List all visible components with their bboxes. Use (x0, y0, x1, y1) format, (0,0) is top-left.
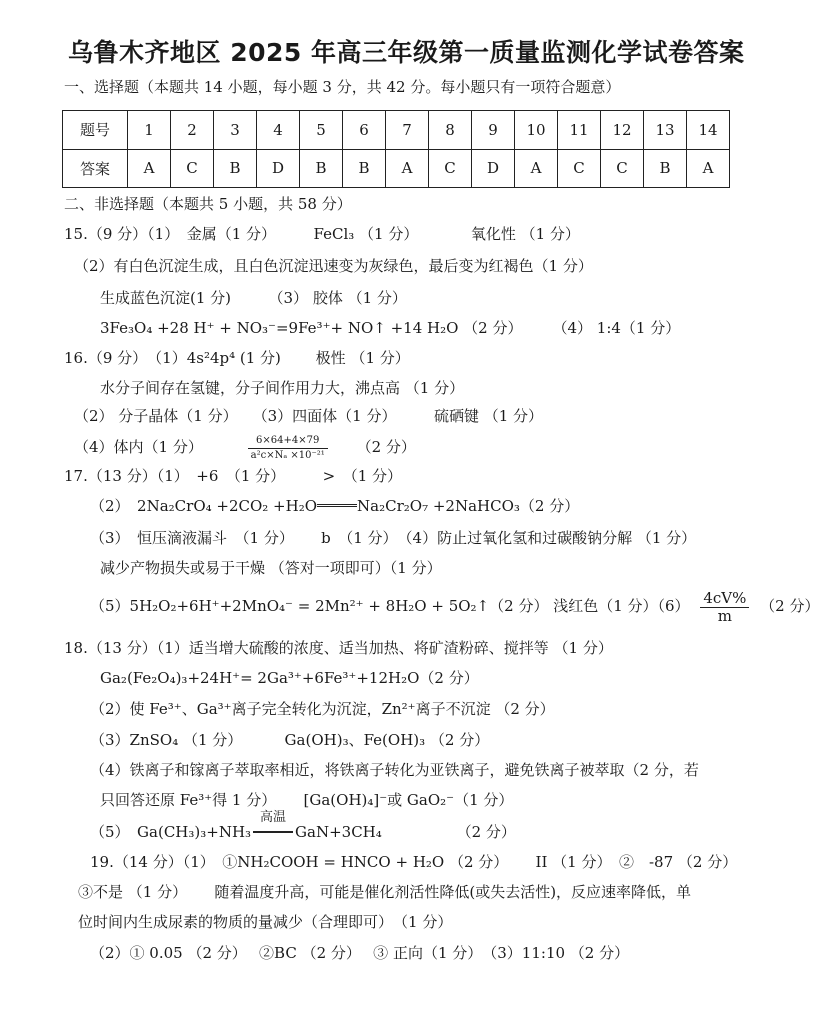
question-number: 10 (515, 111, 558, 150)
q18-line-4: （3）ZnSO₄ （1 分） Ga(OH)₃、Fe(OH)₃ （2 分） (90, 731, 490, 749)
q19-line-4: （2）① 0.05 （2 分） ②BC （2 分） ③ 正向（1 分） （3）11:10 （2 分） (90, 944, 630, 962)
question-number: 2 (171, 111, 214, 150)
answer-cell: A (128, 149, 171, 188)
q15-line-1: 15.（9 分）（1） 金属（1 分） FeCl₃ （1 分） 氧化性 （1 分） (64, 225, 580, 243)
q18-score: （2 分） (456, 823, 516, 841)
q19-line-1: 19.（14 分）（1） ①NH₂COOH = HNCO + H₂O （2 分） II （1 分） ② -87 （2 分） (90, 853, 738, 871)
q17-line-2 (90, 496, 579, 516)
table-row-answers (63, 149, 730, 188)
q19-line-3: 位时间内生成尿素的物质的量减少（合理即可） （1 分） (78, 913, 453, 931)
answer-cell: C (429, 149, 472, 188)
q16-line-1: 16.（9 分） （1）4s²4p⁴ (1 分) 极性 （1 分） (64, 349, 410, 367)
answer-cell: C (601, 149, 644, 188)
answer-cell: C (558, 149, 601, 188)
answer-cell: B (214, 149, 257, 188)
answer-cell: D (472, 149, 515, 188)
q15-line-4: 3Fe₃O₄ +28 H⁺ + NO₃⁻=9Fe³⁺+ NO↑ +14 H₂O （2 分） （4） 1:4（1 分） (100, 319, 681, 337)
q17-score: （2 分） (760, 597, 819, 615)
question-number: 4 (257, 111, 300, 150)
q16-line-3: （2） 分子晶体（1 分） （3）四面体（1 分） 硫硒键 （1 分） (74, 407, 544, 425)
answer-cell: A (687, 149, 730, 188)
q18-line-3: （2）使 Fe³⁺、Ga³⁺离子完全转化为沉淀，Zn²⁺离子不沉淀 （2 分） (90, 700, 555, 718)
q17-answer-5: （5）5H₂O₂+6H⁺+2MnO₄⁻ = 2Mn²⁺ + 8H₂O + 5O₂↑（2 分） 浅红色（1 分）（6） (90, 597, 690, 615)
formula-denominator: a²c×Nₐ ×10⁻²¹ (250, 449, 325, 461)
q18-line-7 (90, 810, 516, 842)
answer-table (62, 110, 730, 188)
question-number: 7 (386, 111, 429, 150)
question-number: 14 (687, 111, 730, 150)
q15-line-3: 生成蓝色沉淀(1 分) （3） 胶体 （1 分） (100, 289, 407, 307)
question-number: 12 (601, 111, 644, 150)
q18-line-6: 只回答还原 Fe³⁺得 1 分） [Ga(OH)₄]⁻或 GaO₂⁻（1 分） (100, 791, 514, 809)
q17-line-3: （3） 恒压滴液漏斗 （1 分） b （1 分） （4）防止过氧化氢和过碳酸钠分解 （1 分） (90, 529, 697, 547)
q18-line-5: （4）铁离子和镓离子萃取率相近，将铁离子转化为亚铁离子，避免铁离子被萃取（2 分，若 (90, 761, 699, 779)
formula-numerator: 4cV% (700, 590, 749, 608)
equation-products: GaN+3CH₄ (295, 823, 382, 841)
density-formula (248, 434, 328, 463)
equation-products: Na₂Cr₂O₇ +2NaHCO₃（2 分） (357, 497, 580, 515)
q18-line-1: 18.（13 分）（1）适当增大硫酸的浓度、适当加热、将矿渣粉碎、搅拌等 （1 分） (64, 639, 613, 657)
equation-sign (317, 496, 357, 516)
q16-line-4 (74, 430, 416, 464)
answer-cell: D (257, 149, 300, 188)
reaction-condition (253, 810, 293, 842)
condition-label: 高温 (260, 810, 287, 825)
question-number: 1 (128, 111, 171, 150)
answer-cell: A (515, 149, 558, 188)
formula-denominator: m (717, 606, 732, 625)
equation-reactants: （5） Ga(CH₃)₃+NH₃ (90, 823, 252, 841)
q17-line-4: 减少产物损失或易于干燥 （答对一项即可）（1 分） (100, 559, 442, 577)
section-2-heading: 二、非选择题（本题共 5 小题，共 58 分） (64, 195, 352, 213)
question-number: 3 (214, 111, 257, 150)
answer-cell: C (171, 149, 214, 188)
question-number: 5 (300, 111, 343, 150)
q16-score: （2 分） (356, 438, 416, 456)
document-title: 乌鲁木齐地区 2025 年高三年级第一质量监测化学试卷答案 (68, 38, 745, 67)
q16-answer-4: （4）体内（1 分） (74, 438, 203, 456)
question-number: 6 (343, 111, 386, 150)
equation-reactants: （2） 2Na₂CrO₄ +2CO₂ +H₂O (90, 497, 318, 515)
table-head-number: 题号 (63, 111, 128, 150)
q16-line-2: 水分子间存在氢键，分子间作用力大，沸点高 （1 分） (100, 379, 465, 397)
purity-formula (700, 590, 749, 625)
section-1-heading: 一、选择题（本题共 14 小题，每小题 3 分，共 42 分。每小题只有一项符合题意） (64, 78, 621, 96)
q18-line-2: Ga₂(Fe₂O₄)₃+24H⁺= 2Ga³⁺+6Fe³⁺+12H₂O（2 分） (100, 669, 479, 687)
answer-cell: B (300, 149, 343, 188)
question-number: 13 (644, 111, 687, 150)
table-row-numbers (63, 111, 730, 150)
question-number: 11 (558, 111, 601, 150)
answer-cell: B (343, 149, 386, 188)
formula-numerator: 6×64+4×79 (248, 434, 328, 449)
q17-line-5 (90, 588, 819, 625)
answer-cell: B (644, 149, 687, 188)
q19-line-2: ③不是 （1 分） 随着温度升高，可能是催化剂活性降低(或失去活性)，反应速率降低，单 (78, 883, 692, 901)
question-number: 9 (472, 111, 515, 150)
q15-line-2: （2）有白色沉淀生成，且白色沉淀迅速变为灰绿色，最后变为红褐色（1 分） (74, 257, 593, 275)
q17-line-1: 17.（13 分）（1） +6 （1 分） > （1 分） (64, 467, 403, 485)
table-head-answer: 答案 (63, 149, 128, 188)
answer-cell: A (386, 149, 429, 188)
question-number: 8 (429, 111, 472, 150)
